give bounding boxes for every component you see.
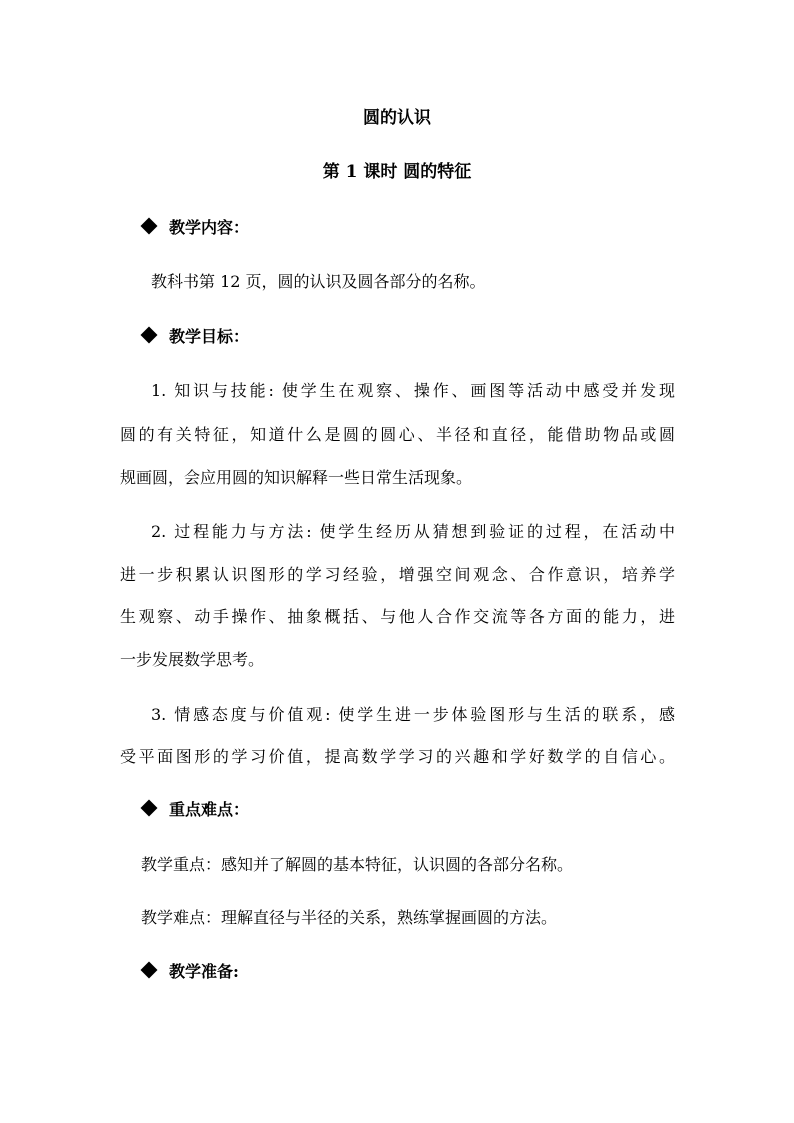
goal-1-line-2: 圆的有关特征，知道什么是圆的圆心、半径和直径，能借助物品或圆	[120, 425, 675, 444]
section-heading-content	[140, 216, 249, 240]
document-title: 圆的认识	[363, 108, 431, 128]
section-heading-key-points	[140, 798, 249, 822]
goal-1-line-1: 1. 知识与技能: 使学生在观察、操作、画图等活动中感受并发现	[151, 381, 675, 400]
goal-1-line-3: 规画圆，会应用圆的知识解释一些日常生活现象。	[120, 468, 473, 487]
goal-3-line-1: 3. 情感态度与价值观: 使学生进一步体验图形与生活的联系，感	[151, 705, 675, 724]
section-heading-goals	[140, 325, 249, 349]
teaching-difficulty: 教学难点：理解直径与半径的关系，熟练掌握画圆的方法。	[141, 908, 558, 927]
section-heading-label: 教学目标：	[169, 327, 250, 346]
document-subtitle: 第 1 课时 圆的特征	[322, 162, 472, 182]
goal-3-line-2: 受平面图形的学习价值，提高数学学习的兴趣和学好数学的自信心。	[120, 747, 675, 766]
section-heading-preparation	[140, 960, 239, 984]
content-text: 教科书第 12 页，圆的认识及圆各部分的名称。	[151, 272, 486, 291]
goal-2-line-4: 一步发展数学思考。	[120, 650, 265, 669]
teaching-focus: 教学重点：感知并了解圆的基本特征，认识圆的各部分名称。	[141, 855, 574, 874]
goal-2-line-2: 进一步积累认识图形的学习经验，增强空间观念、合作意识，培养学	[120, 565, 675, 584]
section-heading-label: 教学内容：	[169, 218, 250, 237]
diamond-bullet-icon	[141, 218, 158, 235]
section-heading-label: 重点难点：	[169, 800, 250, 819]
diamond-bullet-icon	[141, 962, 158, 979]
goal-2-line-1: 2. 过程能力与方法: 使学生经历从猜想到验证的过程，在活动中	[151, 522, 675, 541]
goal-2-line-3: 生观察、动手操作、抽象概括、与他人合作交流等各方面的能力，进	[120, 607, 675, 626]
section-heading-label: 教学准备:	[169, 962, 239, 981]
diamond-bullet-icon	[141, 327, 158, 344]
diamond-bullet-icon	[141, 800, 158, 817]
